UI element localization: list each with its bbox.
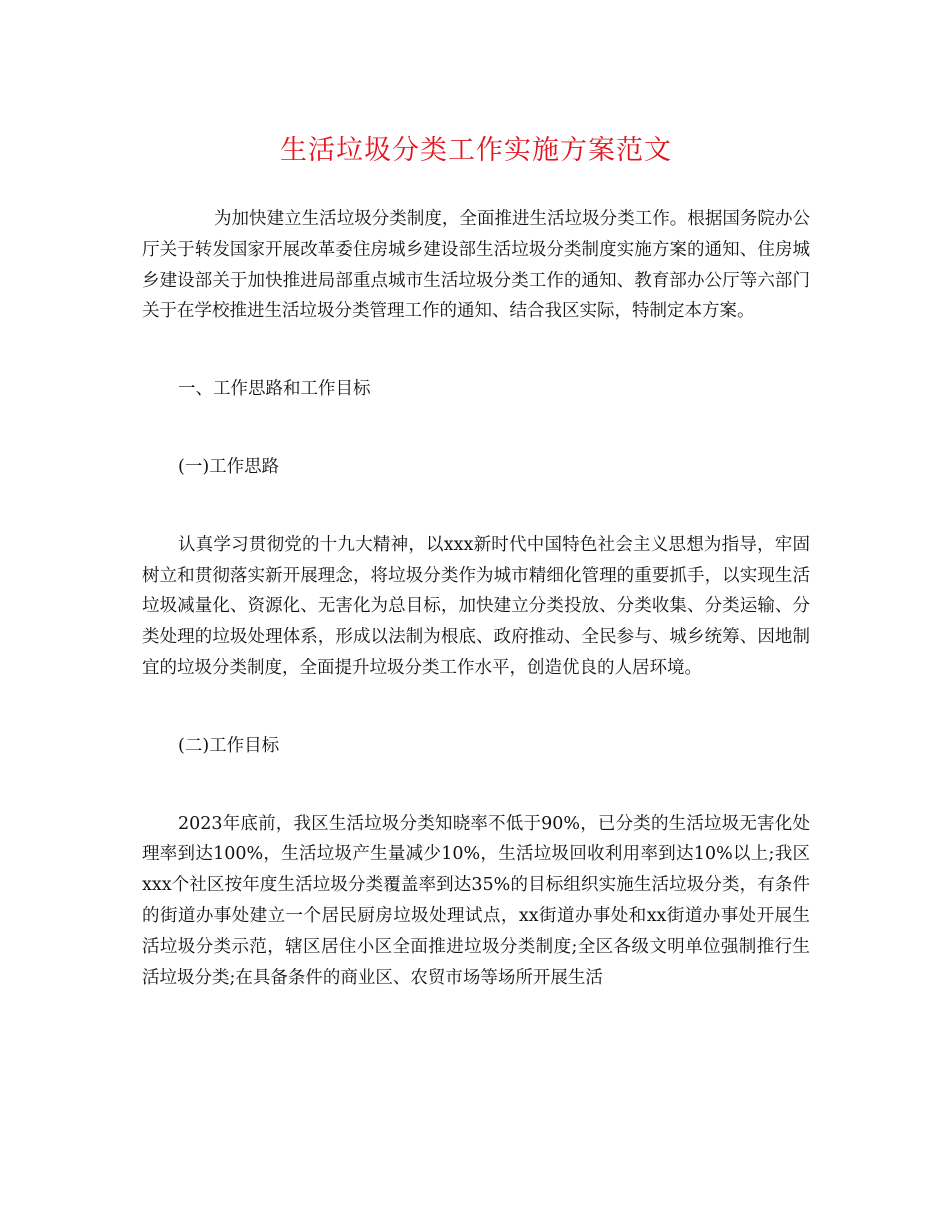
section-heading-1: 一、工作思路和工作目标: [178, 379, 371, 400]
document-title: 生活垃圾分类工作实施方案范文: [280, 135, 672, 166]
subsection-body-1: 认真学习贯彻党的十九大精神，以xxx新时代中国特色社会主义思想为指导，牢固树立和贯彻落实新开展理念，将垃圾分类作为城市精细化管理的重要抓手，以实现生活垃圾减量化、资源化、无害化为总目标，加快建立分类投放、分类收集、分类运输、分类处理的垃圾处理体系，形成以法制为根底、政府推动、全民参与、城乡统筹、因地制宜的垃圾分类制度，全面提升垃圾分类工作水平，创造优良的人居环境。: [142, 534, 810, 678]
intro-paragraph: 为加快建立生活垃圾分类制度，全面推进生活垃圾分类工作。根据国务院办公厅关于转发国家开展改革委住房城乡建设部生活垃圾分类制度实施方案的通知、住房城乡建设部关于加快推进局部重点城市生活垃圾分类工作的通知、教育部办公厅等六部门关于在学校推进生活垃圾分类管理工作的通知、结合我区实际，特制定本方案。: [142, 209, 810, 322]
subsection-heading-2: (二)工作目标: [178, 735, 280, 756]
subsection-heading-1: (一)工作思路: [178, 456, 280, 477]
subsection-body-2: 2023年底前，我区生活垃圾分类知晓率不低于90%，已分类的生活垃圾无害化处理率到达100%，生活垃圾产生量减少10%，生活垃圾回收利用率到达10%以上;我区xxx个社区按年度生活垃圾分类覆盖率到达35%的目标组织实施生活垃圾分类，有条件的街道办事处建立一个居民厨房垃圾处理试点，xx街道办事处和xx街道办事处开展生活垃圾分类示范，辖区居住小区全面推进垃圾分类制度;全区各级文明单位强制推行生活垃圾分类;在具备条件的商业区、农贸市场等场所开展生活: [142, 813, 810, 988]
